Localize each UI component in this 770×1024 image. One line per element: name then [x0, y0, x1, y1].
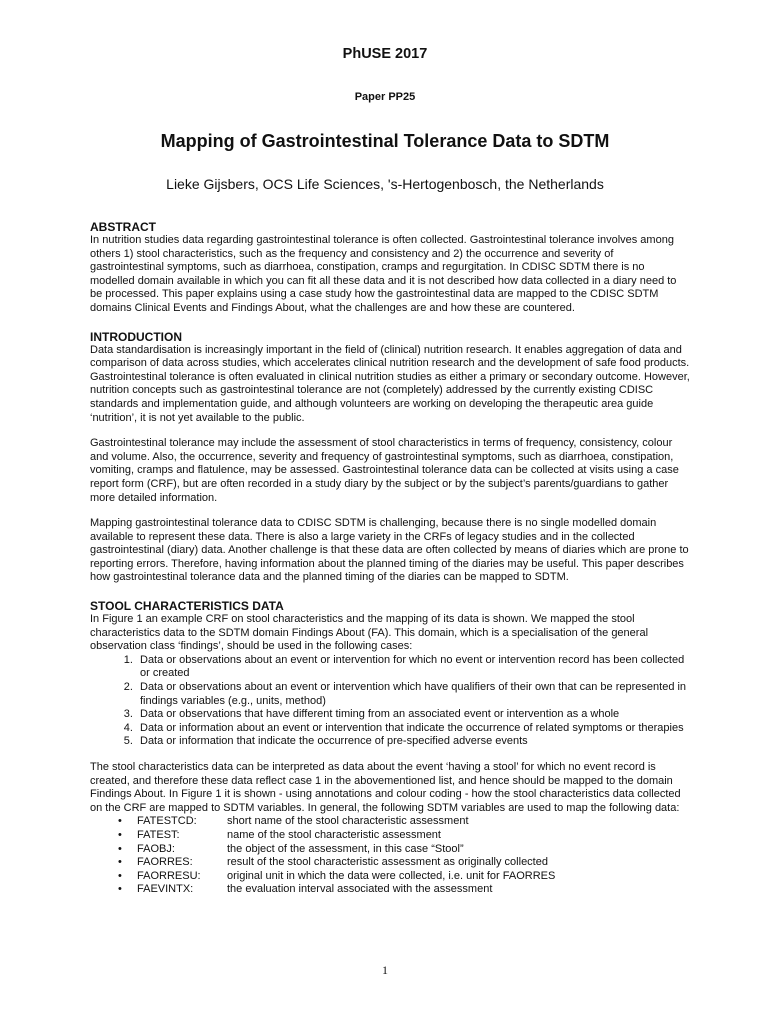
paper-title: Mapping of Gastrointestinal Tolerance Data to SDTM	[160, 131, 610, 151]
stool-paragraph-2: The stool characteristics data can be interpreted as data about the event ‘having a stool’ for which no event record is created, and therefore these data reflect case 1 in the abovementioned list, and hence should be mapped to the domain Findings About. In Figure 1 it is shown - using annotations and colour coding - how the stool characteristics data collected on the CRF are mapped to SDTM variables. In general, the following SDTM variables are used to map the following data:	[90, 761, 681, 814]
variable-name: FATEST:	[137, 828, 180, 841]
author-line: Lieke Gijsbers, OCS Life Sciences, 's-Hertogenbosch, the Netherlands	[166, 176, 604, 192]
case-item: 1. Data or observations about an event or intervention for which no event or intervention record has been collected or created	[136, 654, 690, 681]
variable-name: FAEVINTX:	[137, 883, 194, 896]
variable-item	[90, 870, 690, 884]
variable-description: the object of the assessment, in this case “Stool”	[227, 842, 464, 855]
variable-description: the evaluation interval associated with the assessment	[227, 883, 493, 896]
intro-paragraph-3: Mapping gastrointestinal tolerance data to CDISC SDTM is challenging, because there is no single modelled domain available to represent these data. There is also a large variety in the CRFs of legacy studies and in the collected gastrointestinal (diary) data. Another challenge is that these data are often collected by means of diaries which are prone to reporting errors. Therefore, having information about the planned timing of the diaries may be useful. This paper describes how gastrointestinal tolerance data and the planned timing of the diaries can be mapped to SDTM.	[90, 517, 689, 584]
intro-paragraph-1: Data standardisation is increasingly important in the field of (clinical) nutrition research. It enables aggregation of data and comparison of data across studies, which accelerates clinical nutrition research and the development of safe food products. Gastrointestinal tolerance is often evaluated in clinical nutrition studies as either a primary or secondary outcome. However, nutrition concepts such as gastrointestinal tolerance are not (completely) addressed by the currently existing CDISC standards and implementation guide, and although volunteers are working on developing the therapeutic area guide ‘nutrition’, it is not yet available to the public.	[90, 343, 690, 424]
stool-intro-paragraph: In Figure 1 an example CRF on stool characteristics and the mapping of its data is shown. We mapped the stool characteristics data to the SDTM domain Findings About (FA). This domain, which is a specialisation of the general observation class ‘findings’, should be used in the following cases:	[90, 613, 649, 653]
bullet-icon: •	[118, 883, 122, 896]
bullet-icon: •	[118, 828, 122, 841]
bullet-icon: •	[118, 869, 122, 882]
paper-body	[90, 220, 690, 897]
introduction-heading: INTRODUCTION	[90, 329, 182, 344]
abstract-text: In nutrition studies data regarding gastrointestinal tolerance is often collected. Gastrointestinal tolerance involves among others 1) stool characteristics, such as the frequency and consistency and 2) the occurrence and severity of gastrointestinal symptoms, such as diarrhoea, constipation, cramps and regurgitation. In CDISC SDTM there is no modelled domain available in which you can fit all these data and it is not described how data collected in a diary need to be processed. This paper explains using a case study how the gastrointestinal data are mapped to the CDISC SDTM domains Clinical Events and Findings About, what the challenges are and how these are countered.	[90, 234, 677, 314]
variable-description: original unit in which the data were collected, i.e. unit for FAORRES	[227, 869, 556, 882]
variable-name: FAOBJ:	[137, 842, 175, 855]
case-item: 2. Data or observations about an event or intervention which have qualifiers of their own that can be represented in findings variables (e.g., units, method)	[136, 681, 690, 708]
case-item: 5. Data or information that indicate the occurrence of pre-specified adverse events	[136, 735, 690, 749]
variable-description: name of the stool characteristic assessment	[227, 828, 441, 841]
variable-description: short name of the stool characteristic assessment	[227, 815, 469, 828]
cases-list	[90, 654, 690, 749]
variable-item	[90, 856, 690, 870]
paper-number: Paper PP25	[354, 91, 416, 103]
variable-description: result of the stool characteristic assessment as originally collected	[227, 856, 548, 869]
intro-paragraph-2: Gastrointestinal tolerance may include the assessment of stool characteristics in terms of frequency, consistency, colour and volume. Also, the occurrence, severity and frequency of gastrointestinal symptoms, such as diarrhoea, constipation, vomiting, cramps and flatulence, may be assessed. Gastrointestinal tolerance data can be collected at visits using a case report form (CRF), but are often recorded in a study diary by the subject or by the subject’s parents/guardians to gather more detailed information.	[90, 437, 679, 504]
variable-name: FAORRES:	[137, 856, 193, 869]
bullet-icon: •	[118, 856, 122, 869]
variable-name: FAORRESU:	[137, 869, 201, 882]
sdtm-variable-list	[90, 815, 690, 897]
variable-item	[90, 815, 690, 829]
variable-name: FATESTCD:	[137, 815, 197, 828]
variable-item	[90, 883, 690, 897]
case-item: 4. Data or information about an event or intervention that indicate the occurrence of related symptoms or therapies	[136, 722, 690, 736]
page-number: 1	[382, 963, 388, 977]
variable-item	[90, 829, 690, 843]
abstract-heading: ABSTRACT	[90, 220, 156, 234]
variable-item	[90, 843, 690, 857]
bullet-icon: •	[118, 815, 122, 828]
case-item: 3. Data or observations that have different timing from an associated event or intervention as a whole	[136, 708, 690, 722]
conference-name: PhUSE 2017	[342, 46, 428, 62]
bullet-icon: •	[118, 842, 122, 855]
stool-heading: STOOL CHARACTERISTICS DATA	[90, 599, 284, 614]
